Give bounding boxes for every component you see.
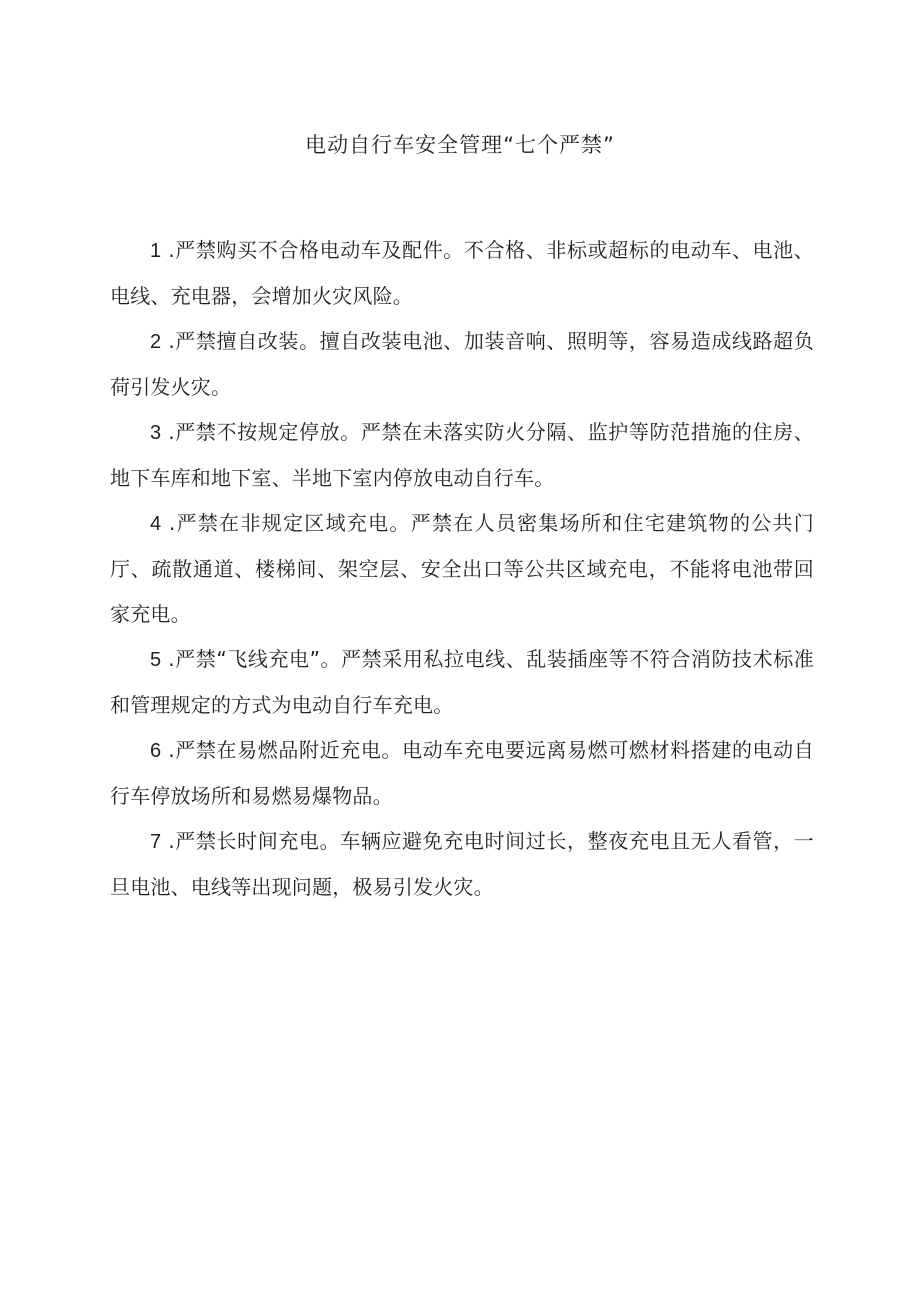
- document-title: 电动自行车安全管理“七个严禁”: [305, 133, 615, 157]
- rule-item-5: [110, 637, 814, 728]
- rule-text: .严禁不按规定停放。严禁在未落实防火分隔、监护等防范措施的住房、地下车库和地下室、半地下室内停放电动自行车。: [110, 420, 814, 490]
- rule-number: 2: [150, 331, 162, 353]
- rule-item-6: [110, 728, 814, 819]
- rule-item-1: [110, 228, 814, 319]
- rule-text: .严禁“飞线充电”。严禁采用私拉电线、乱装插座等不符合消防技术标准和管理规定的方式为电动自行车充电。: [110, 647, 814, 717]
- rule-text: .严禁擅自改装。擅自改装电池、加装音响、照明等，容易造成线路超负荷引发火灾。: [110, 329, 814, 399]
- rule-text: .严禁购买不合格电动车及配件。不合格、非标或超标的电动车、电池、电线、充电器，会增加火灾风险。: [110, 238, 814, 308]
- rules-list: [110, 228, 814, 910]
- rule-item-3: [110, 410, 814, 501]
- rule-number: 4: [150, 513, 162, 535]
- rule-item-2: [110, 319, 814, 410]
- rule-text: .严禁在易燃品附近充电。电动车充电要远离易燃可燃材料搭建的电动自行车停放场所和易燃易爆物品。: [110, 738, 814, 808]
- rule-item-4: [110, 501, 814, 637]
- rule-number: 7: [150, 831, 162, 853]
- rule-number: 6: [150, 740, 162, 762]
- rule-text: .严禁在非规定区域充电。严禁在人员密集场所和住宅建筑物的公共门厅、疏散通道、楼梯间、架空层、安全出口等公共区域充电，不能将电池带回家充电。: [110, 511, 814, 626]
- rule-text: .严禁长时间充电。车辆应避免充电时间过长，整夜充电且无人看管，一旦电池、电线等出现问题，极易引发火灾。: [110, 829, 814, 899]
- rule-number: 1: [150, 240, 162, 262]
- rule-number: 5: [150, 649, 162, 671]
- rule-item-7: [110, 819, 814, 910]
- rule-number: 3: [150, 422, 162, 444]
